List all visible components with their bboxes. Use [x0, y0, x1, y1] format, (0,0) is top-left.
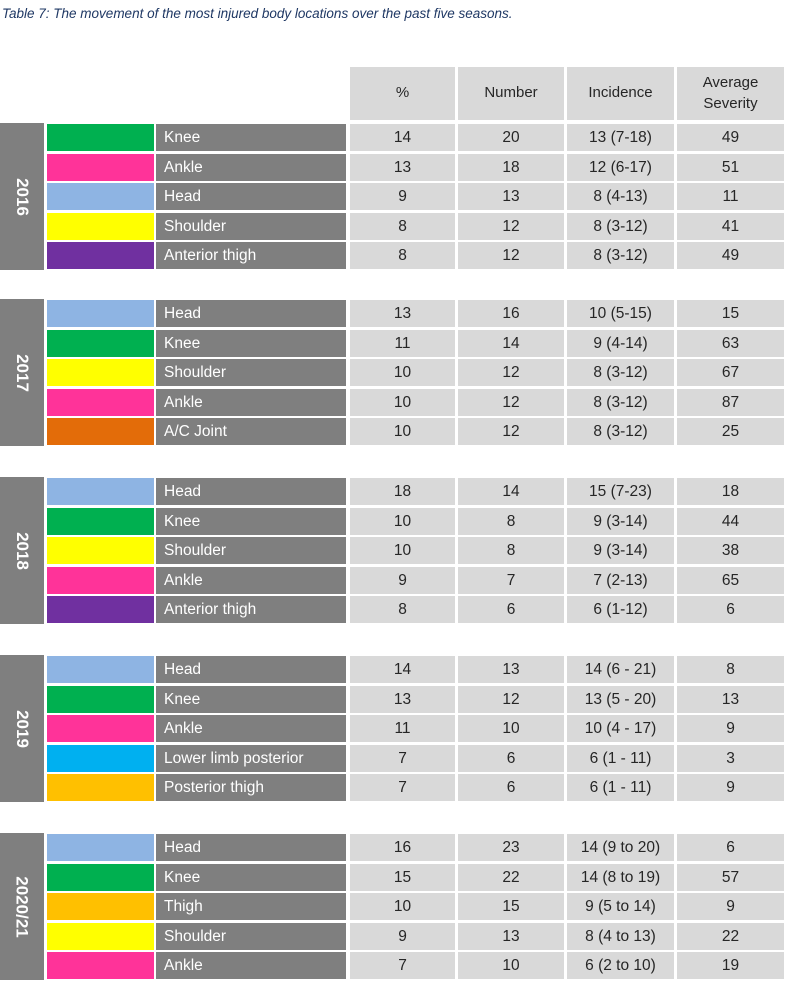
color-swatch	[47, 300, 154, 327]
color-swatch	[47, 656, 154, 683]
cell-severity: 3	[677, 745, 784, 772]
body-location-label: Ankle	[156, 952, 346, 979]
color-swatch	[47, 213, 154, 240]
cell-number: 8	[458, 537, 564, 564]
cell-pct: 15	[350, 864, 455, 891]
body-location-label: Shoulder	[156, 359, 346, 386]
cell-pct: 9	[350, 567, 455, 594]
cell-pct: 11	[350, 330, 455, 357]
cell-severity: 8	[677, 656, 784, 683]
cell-incidence: 8 (3-12)	[567, 242, 674, 269]
body-location-label: Anterior thigh	[156, 596, 346, 623]
cell-pct: 14	[350, 124, 455, 151]
body-location-label: Ankle	[156, 389, 346, 416]
cell-pct: 13	[350, 154, 455, 181]
cell-number: 13	[458, 923, 564, 950]
cell-severity: 49	[677, 242, 784, 269]
cell-incidence: 9 (3-14)	[567, 508, 674, 535]
year-label	[0, 477, 44, 624]
cell-severity: 25	[677, 418, 784, 445]
body-location-label: Ankle	[156, 154, 346, 181]
cell-pct: 9	[350, 183, 455, 210]
body-location-label: Posterior thigh	[156, 774, 346, 801]
cell-severity: 41	[677, 213, 784, 240]
cell-severity: 51	[677, 154, 784, 181]
color-swatch	[47, 745, 154, 772]
column-header-incidence: Incidence	[567, 67, 674, 120]
cell-pct: 7	[350, 952, 455, 979]
column-header-severity: Average Severity	[677, 67, 784, 120]
body-location-label: Knee	[156, 686, 346, 713]
cell-severity: 13	[677, 686, 784, 713]
color-swatch	[47, 893, 154, 920]
cell-incidence: 8 (3-12)	[567, 359, 674, 386]
cell-number: 16	[458, 300, 564, 327]
year-label-text: 2018	[12, 531, 32, 570]
color-swatch	[47, 359, 154, 386]
body-location-label: Head	[156, 478, 346, 505]
cell-incidence: 15 (7-23)	[567, 478, 674, 505]
cell-incidence: 9 (5 to 14)	[567, 893, 674, 920]
body-location-label: Lower limb posterior	[156, 745, 346, 772]
body-location-label: Head	[156, 656, 346, 683]
cell-number: 12	[458, 389, 564, 416]
color-swatch	[47, 596, 154, 623]
cell-number: 6	[458, 596, 564, 623]
cell-number: 6	[458, 745, 564, 772]
cell-severity: 57	[677, 864, 784, 891]
color-swatch	[47, 686, 154, 713]
cell-incidence: 6 (2 to 10)	[567, 952, 674, 979]
body-location-label: Ankle	[156, 715, 346, 742]
cell-severity: 38	[677, 537, 784, 564]
cell-number: 7	[458, 567, 564, 594]
cell-number: 18	[458, 154, 564, 181]
cell-incidence: 7 (2-13)	[567, 567, 674, 594]
color-swatch	[47, 952, 154, 979]
cell-pct: 7	[350, 745, 455, 772]
body-location-label: Knee	[156, 124, 346, 151]
cell-number: 13	[458, 656, 564, 683]
body-location-label: Knee	[156, 508, 346, 535]
body-location-label: Shoulder	[156, 537, 346, 564]
year-label	[0, 123, 44, 270]
color-swatch	[47, 537, 154, 564]
cell-incidence: 10 (5-15)	[567, 300, 674, 327]
body-location-label: Ankle	[156, 567, 346, 594]
body-location-label: Thigh	[156, 893, 346, 920]
year-label-text: 2020/21	[13, 875, 33, 938]
cell-severity: 19	[677, 952, 784, 979]
cell-number: 12	[458, 242, 564, 269]
cell-pct: 10	[350, 359, 455, 386]
cell-incidence: 6 (1 - 11)	[567, 774, 674, 801]
body-location-label: Anterior thigh	[156, 242, 346, 269]
cell-severity: 22	[677, 923, 784, 950]
cell-severity: 11	[677, 183, 784, 210]
cell-incidence: 12 (6-17)	[567, 154, 674, 181]
body-location-label: Knee	[156, 330, 346, 357]
color-swatch	[47, 418, 154, 445]
color-swatch	[47, 154, 154, 181]
color-swatch	[47, 508, 154, 535]
cell-severity: 9	[677, 715, 784, 742]
cell-severity: 87	[677, 389, 784, 416]
color-swatch	[47, 834, 154, 861]
color-swatch	[47, 242, 154, 269]
cell-severity: 9	[677, 893, 784, 920]
cell-pct: 10	[350, 508, 455, 535]
body-location-label: Shoulder	[156, 923, 346, 950]
cell-pct: 16	[350, 834, 455, 861]
cell-pct: 9	[350, 923, 455, 950]
color-swatch	[47, 330, 154, 357]
cell-pct: 13	[350, 686, 455, 713]
body-location-label: Shoulder	[156, 213, 346, 240]
cell-incidence: 10 (4 - 17)	[567, 715, 674, 742]
cell-number: 14	[458, 330, 564, 357]
cell-incidence: 6 (1-12)	[567, 596, 674, 623]
cell-pct: 13	[350, 300, 455, 327]
cell-pct: 10	[350, 537, 455, 564]
body-location-label: A/C Joint	[156, 418, 346, 445]
cell-severity: 67	[677, 359, 784, 386]
year-label-text: 2017	[12, 353, 32, 392]
cell-pct: 14	[350, 656, 455, 683]
year-label-text: 2016	[12, 177, 32, 216]
cell-severity: 15	[677, 300, 784, 327]
cell-severity: 9	[677, 774, 784, 801]
cell-pct: 10	[350, 389, 455, 416]
color-swatch	[47, 124, 154, 151]
cell-severity: 44	[677, 508, 784, 535]
cell-severity: 18	[677, 478, 784, 505]
cell-incidence: 14 (6 - 21)	[567, 656, 674, 683]
color-swatch	[47, 567, 154, 594]
cell-pct: 7	[350, 774, 455, 801]
year-label	[0, 655, 44, 802]
body-location-label: Head	[156, 300, 346, 327]
cell-number: 14	[458, 478, 564, 505]
color-swatch	[47, 923, 154, 950]
cell-pct: 8	[350, 213, 455, 240]
cell-pct: 10	[350, 418, 455, 445]
cell-incidence: 9 (3-14)	[567, 537, 674, 564]
column-header-number: Number	[458, 67, 564, 120]
color-swatch	[47, 389, 154, 416]
cell-number: 23	[458, 834, 564, 861]
cell-incidence: 14 (8 to 19)	[567, 864, 674, 891]
cell-number: 6	[458, 774, 564, 801]
body-location-label: Head	[156, 834, 346, 861]
cell-pct: 18	[350, 478, 455, 505]
color-swatch	[47, 478, 154, 505]
cell-number: 12	[458, 418, 564, 445]
cell-number: 10	[458, 715, 564, 742]
cell-incidence: 8 (4 to 13)	[567, 923, 674, 950]
cell-number: 13	[458, 183, 564, 210]
year-label	[0, 833, 44, 980]
cell-pct: 10	[350, 893, 455, 920]
body-location-label: Head	[156, 183, 346, 210]
cell-incidence: 13 (5 - 20)	[567, 686, 674, 713]
color-swatch	[47, 183, 154, 210]
cell-number: 12	[458, 359, 564, 386]
cell-incidence: 8 (3-12)	[567, 389, 674, 416]
cell-pct: 8	[350, 596, 455, 623]
cell-pct: 8	[350, 242, 455, 269]
cell-incidence: 13 (7-18)	[567, 124, 674, 151]
cell-number: 12	[458, 213, 564, 240]
cell-pct: 11	[350, 715, 455, 742]
cell-incidence: 9 (4-14)	[567, 330, 674, 357]
cell-number: 22	[458, 864, 564, 891]
cell-incidence: 8 (3-12)	[567, 213, 674, 240]
cell-incidence: 6 (1 - 11)	[567, 745, 674, 772]
cell-incidence: 8 (3-12)	[567, 418, 674, 445]
cell-number: 20	[458, 124, 564, 151]
cell-severity: 63	[677, 330, 784, 357]
color-swatch	[47, 774, 154, 801]
cell-number: 10	[458, 952, 564, 979]
cell-incidence: 14 (9 to 20)	[567, 834, 674, 861]
column-header-pct: %	[350, 67, 455, 120]
cell-severity: 6	[677, 596, 784, 623]
cell-number: 8	[458, 508, 564, 535]
color-swatch	[47, 715, 154, 742]
year-label-text: 2019	[12, 709, 32, 748]
table-caption: Table 7: The movement of the most injured body locations over the past five seasons.	[2, 6, 513, 21]
cell-severity: 65	[677, 567, 784, 594]
color-swatch	[47, 864, 154, 891]
cell-incidence: 8 (4-13)	[567, 183, 674, 210]
body-location-label: Knee	[156, 864, 346, 891]
cell-severity: 49	[677, 124, 784, 151]
year-label	[0, 299, 44, 446]
cell-number: 12	[458, 686, 564, 713]
cell-severity: 6	[677, 834, 784, 861]
cell-number: 15	[458, 893, 564, 920]
